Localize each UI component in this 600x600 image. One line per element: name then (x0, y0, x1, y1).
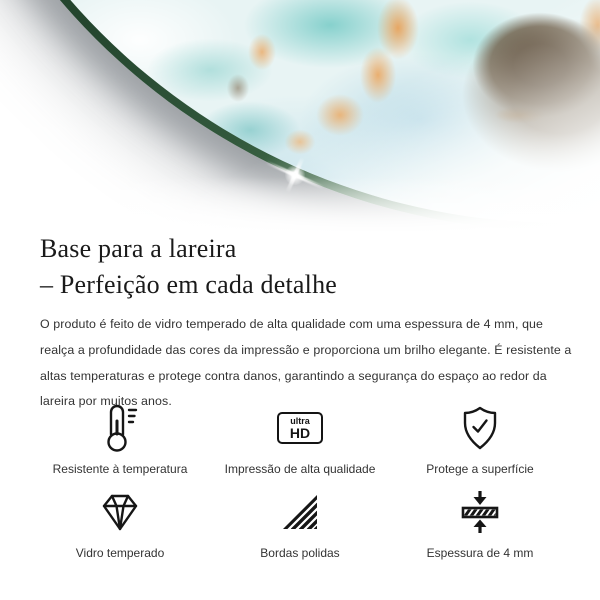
thermometer-icon (100, 402, 140, 454)
diamond-icon (98, 486, 142, 538)
page-title (40, 231, 337, 303)
feature-label: Espessura de 4 mm (426, 546, 534, 560)
thickness-compression-icon (457, 486, 503, 538)
product-description: O produto é feito de vidro temperado de alta qualidade com uma espessura de 4 mm, que realça a profundidade das cores da impressão e proporciona um brilho elegante. É resistente a altas temperaturas e protege contra danos, garantindo a segurança do espaço ao redor da lareira por muitos anos. (40, 317, 572, 409)
feature-label: Vidro temperado (75, 546, 165, 560)
feature-label: Impressão de alta qualidade (224, 462, 376, 476)
feature-grid (30, 402, 570, 560)
page-title-line1: Base para a lareira (40, 234, 237, 263)
polished-edges-icon (281, 486, 319, 538)
hero-image (0, 0, 600, 233)
feature-polished-edges (210, 486, 390, 560)
feature-label: Bordas polidas (260, 546, 340, 560)
shield-check-icon (461, 402, 499, 454)
feature-tempered-glass (30, 486, 210, 560)
ultra-hd-icon-text-big: HD (289, 424, 311, 441)
ultra-hd-icon-text-small: ultra (290, 415, 310, 426)
feature-surface-protection (390, 402, 570, 476)
page-title-line2: – Perfeição em cada detalhe (40, 270, 338, 299)
feature-print-quality (210, 402, 390, 476)
feature-label: Resistente à temperatura (52, 462, 188, 476)
feature-temperature (30, 402, 210, 476)
feature-label: Protege a superfície (426, 462, 534, 476)
feature-thickness (390, 486, 570, 560)
ultra-hd-icon (277, 402, 323, 454)
sparkle-glow (282, 162, 308, 188)
